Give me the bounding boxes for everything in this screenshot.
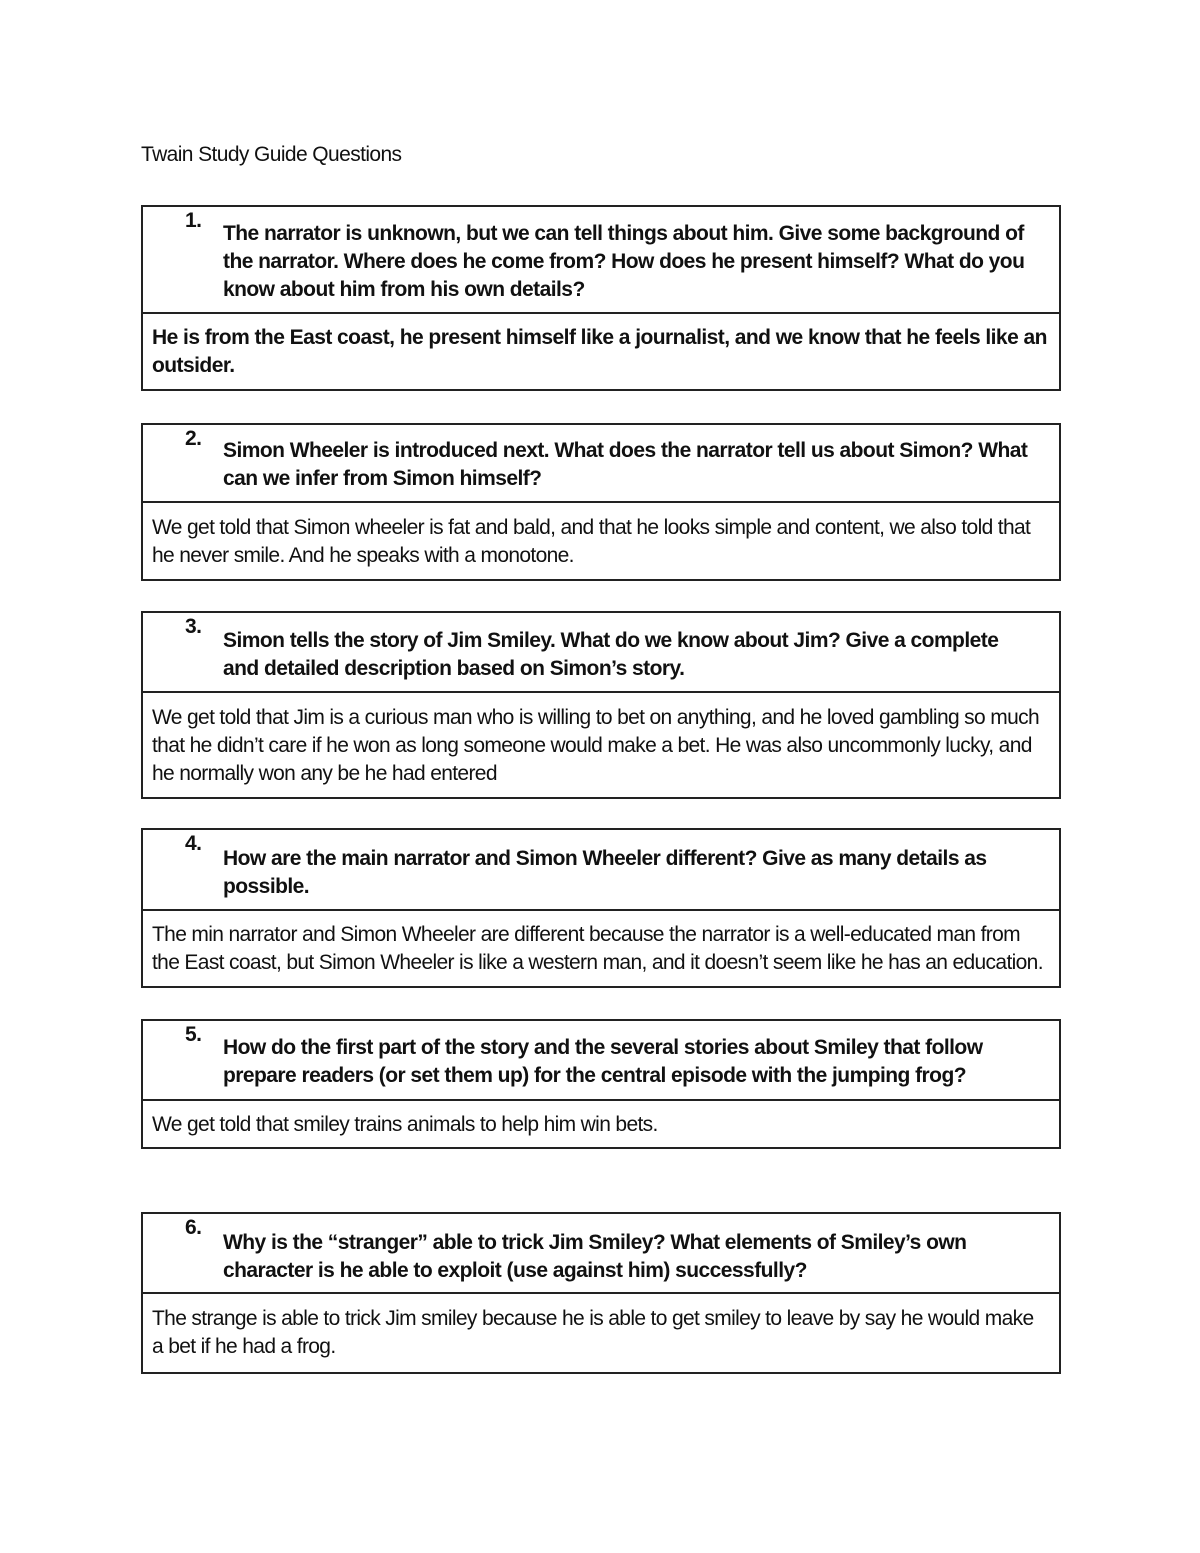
question-5 (143, 1021, 1059, 1101)
answer-6: The strange is able to trick Jim smiley because he is able to get smiley to leave by say he would make a bet if he had a frog. (152, 1307, 1034, 1358)
question-box-5 (141, 1019, 1061, 1149)
answer-2: We get told that Simon wheeler is fat and bald, and that he looks simple and content, we also told that he never smile. And he speaks with a monotone. (152, 516, 1031, 567)
question-1 (143, 207, 1059, 314)
question-box-6 (141, 1212, 1061, 1374)
question-text: The narrator is unknown, but we can tell things about him. Give some background of the narrator. Where does he come from? How does he present himself? What do you know about him from his own details? (223, 222, 1025, 301)
question-3 (143, 613, 1059, 693)
question-number: 2. (185, 427, 202, 450)
question-number: 1. (185, 209, 202, 232)
question-box-3 (141, 611, 1061, 799)
question-2 (143, 425, 1059, 503)
question-number: 4. (185, 832, 202, 855)
question-box-2 (141, 423, 1061, 581)
question-text: Simon tells the story of Jim Smiley. What do we know about Jim? Give a complete and detailed description based on Simon’s story. (223, 629, 999, 680)
question-number: 3. (185, 615, 202, 638)
question-6 (143, 1214, 1059, 1294)
answer-3: We get told that Jim is a curious man who is willing to bet on anything, and he loved gambling so much that he didn’t care if he won as long someone would make a bet. He was also uncommonly lucky, and he normally won any be he had entered (152, 706, 1039, 785)
answer-4: The min narrator and Simon Wheeler are different because the narrator is a well-educated man from the East coast, but Simon Wheeler is like a western man, and it doesn’t seem like he has an education. (152, 923, 1043, 974)
answer-5: We get told that smiley trains animals to help him win bets. (152, 1113, 658, 1136)
question-text: Simon Wheeler is introduced next. What does the narrator tell us about Simon? What can we infer from Simon himself? (223, 439, 1028, 490)
question-number: 6. (185, 1216, 202, 1239)
answer-1: He is from the East coast, he present himself like a journalist, and we know that he feels like an outsider. (152, 326, 1047, 377)
question-4 (143, 830, 1059, 911)
question-text: Why is the “stranger” able to trick Jim Smiley? What elements of Smiley’s own character is he able to exploit (use against him) successfully? (223, 1231, 967, 1282)
question-box-1 (141, 205, 1061, 391)
question-text: How are the main narrator and Simon Wheeler different? Give as many details as possible. (223, 847, 987, 898)
question-box-4 (141, 828, 1061, 988)
question-number: 5. (185, 1023, 202, 1046)
page-title: Twain Study Guide Questions (141, 143, 402, 166)
question-text: How do the first part of the story and the several stories about Smiley that follow prepare readers (or set them up) for the central episode with the jumping frog? (223, 1036, 983, 1087)
